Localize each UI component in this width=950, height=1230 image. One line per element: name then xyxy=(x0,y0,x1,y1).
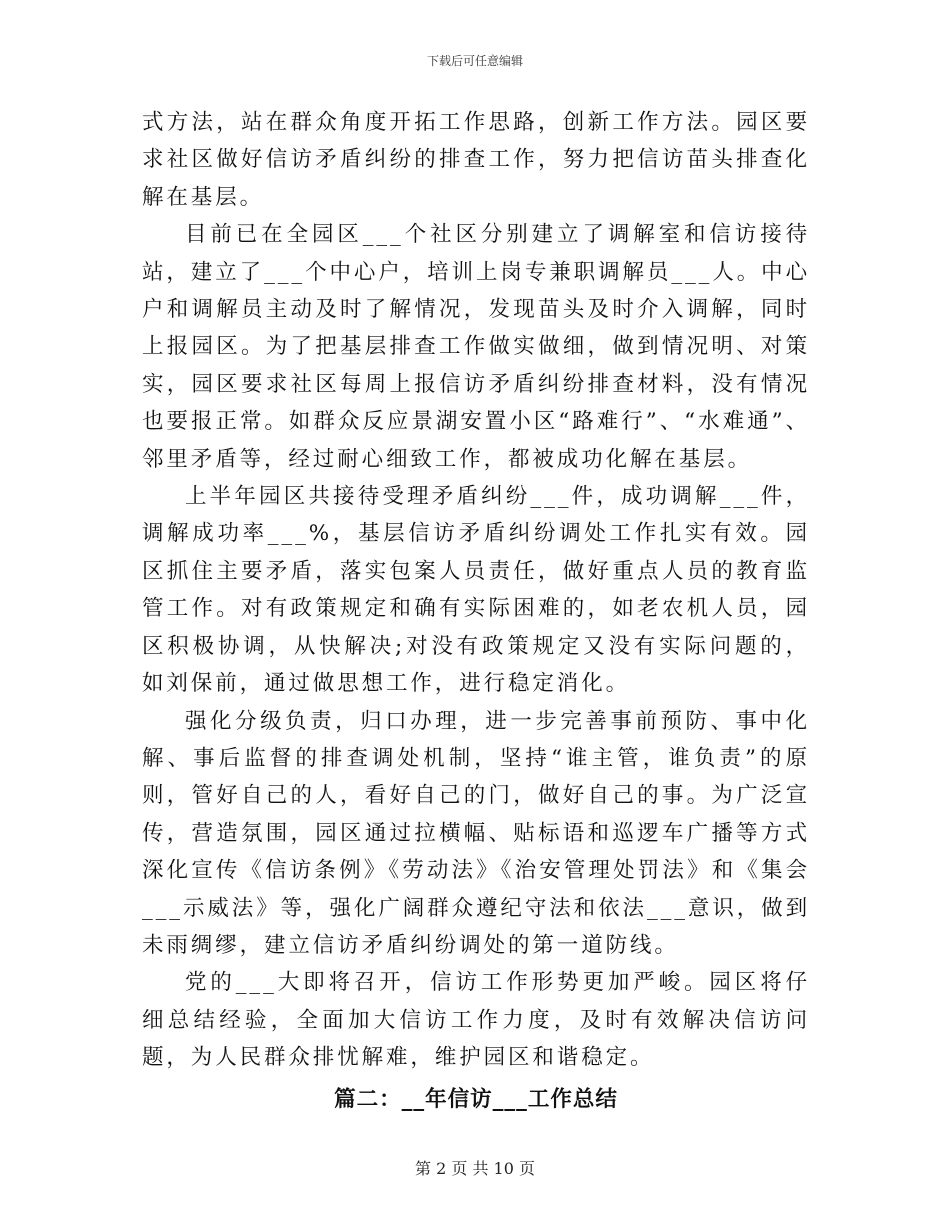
paragraph-outlook: 党的___大即将召开，信访工作形势更加严峻。园区将仔细总结经验，全面加大信访工作力度，及时有效解决信访问题，为人民群众排忧解难，维护园区和谐稳定。 xyxy=(142,970,810,1071)
document-body xyxy=(142,104,810,1118)
paragraph-half-year-results: 上半年园区共接待受理矛盾纠纷___件，成功调解___件，调解成功率___%，基层信访矛盾纠纷调处工作扎实有效。园区抓住主要矛盾，落实包案人员责任，做好重点人员的教育监管工作。对有政策规定和确有实际困难的，如老农机人员，园区积极协调，从快解决;对没有政策规定又没有实际问题的，如刘保前，通过做思想工作，进行稳定消化。 xyxy=(142,484,810,697)
paragraph-mediation-setup: 目前已在全园区___个社区分别建立了调解室和信访接待站，建立了___个中心户，培训上岗专兼职调解员___人。中心户和调解员主动及时了解情况，发现苗头及时介入调解，同时上报园区。为了把基层排查工作做实做细，做到情况明、对策实，园区要求社区每周上报信访矛盾纠纷排查材料，没有情况也要报正常。如群众反应景湖安置小区“路难行”、“水难通”、邻里矛盾等，经过耐心细致工作，都被成功化解在基层。 xyxy=(142,222,810,472)
page-header: 下载后可任意编辑 xyxy=(426,54,523,68)
paragraph-continuation: 式方法，站在群众角度开拓工作思路，创新工作方法。园区要求社区做好信访矛盾纠纷的排查工作，努力把信访苗头排查化解在基层。 xyxy=(142,110,810,210)
page-footer: 第 2 页 共 10 页 xyxy=(415,1159,535,1178)
paragraph-responsibility: 强化分级负责，归口办理，进一步完善事前预防、事中化解、事后监督的排查调处机制，坚持“谁主管，谁负责”的原则，管好自己的人，看好自己的门，做好自己的事。为广泛宣传，营造氛围，园区通过拉横幅、贴标语和巡逻车广播等方式深化宣传《信访条例》《劳动法》《治安管理处罚法》和《集会___示威法》等，强化广阔群众遵纪守法和依法___意识，做到未雨绸缪，建立信访矛盾纠纷调处的第一道防线。 xyxy=(142,708,810,958)
section-title: 篇二：__年信访___工作总结 xyxy=(334,1086,618,1112)
